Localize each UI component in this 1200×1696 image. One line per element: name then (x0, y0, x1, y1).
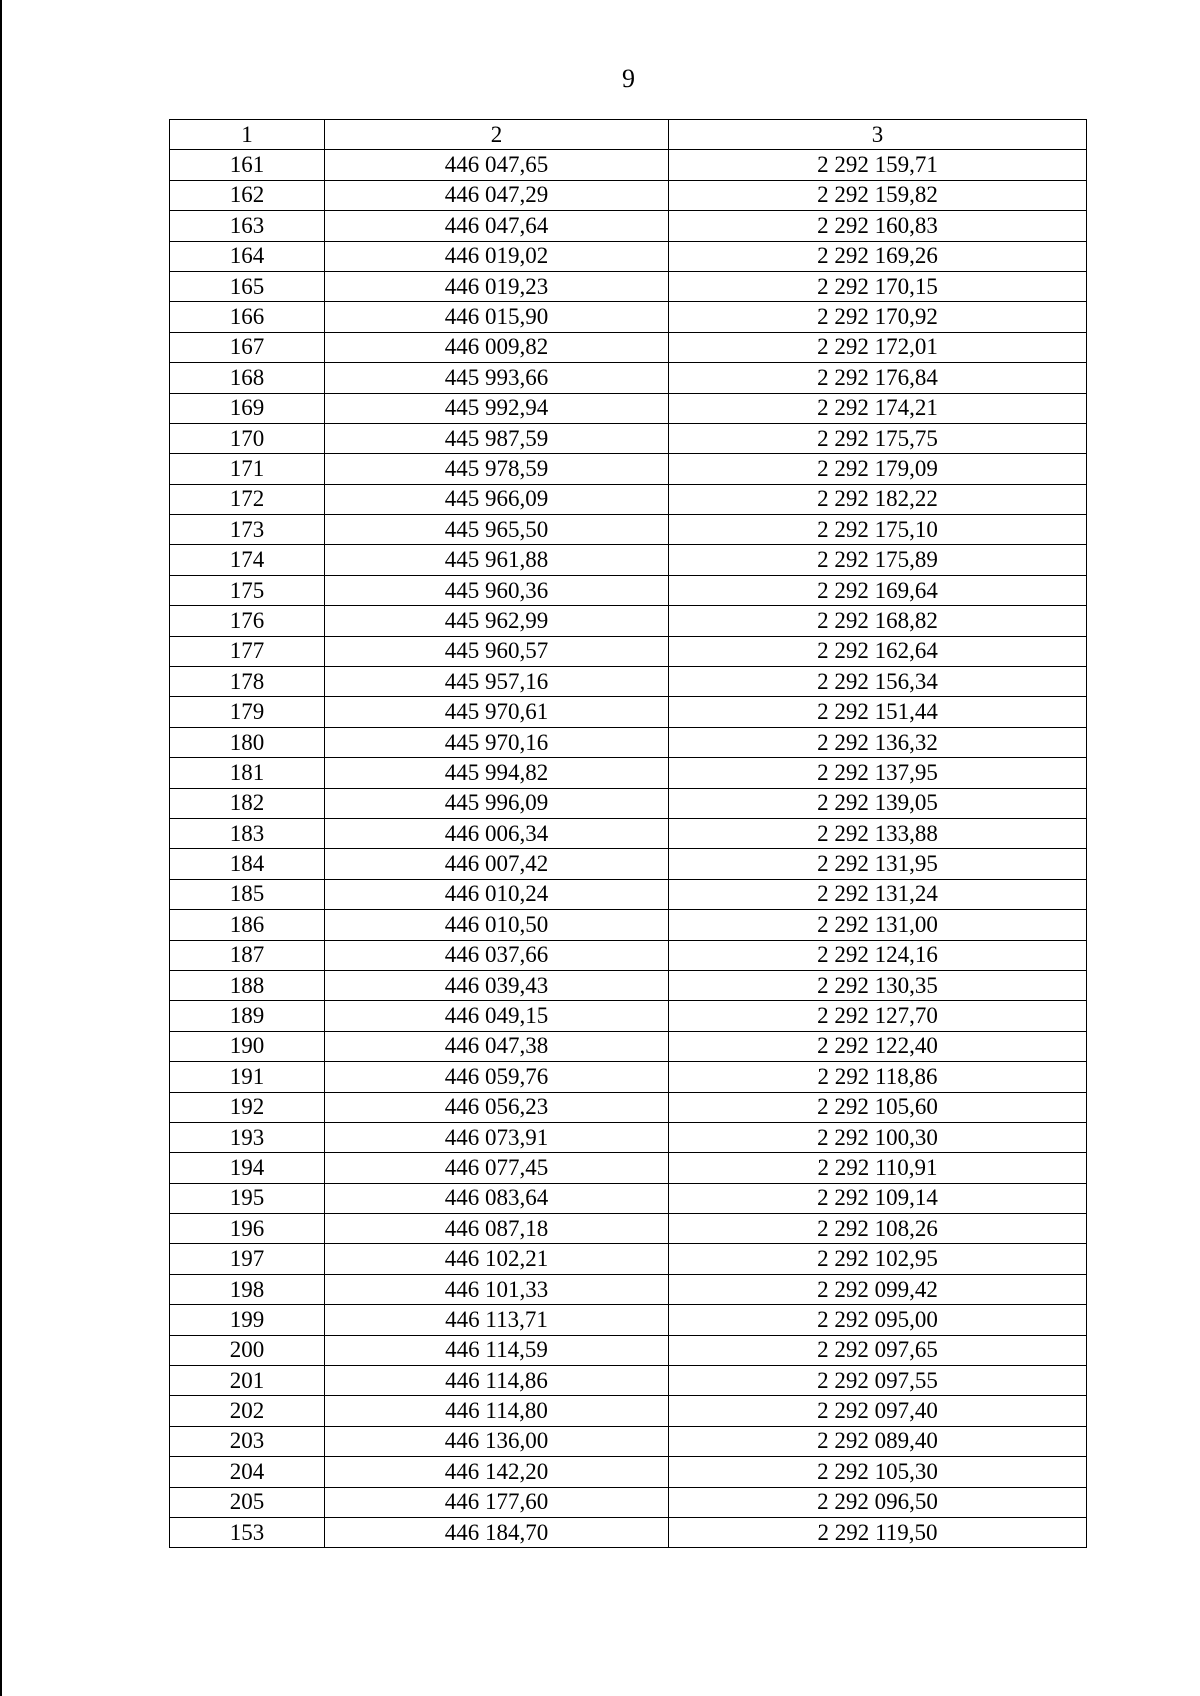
table-row (170, 545, 1087, 575)
point-number-cell: 184 (170, 849, 325, 879)
point-number-cell: 161 (170, 150, 325, 180)
column-header-3: 3 (669, 120, 1087, 150)
x-coordinate-cell: 446 077,45 (325, 1153, 669, 1183)
x-coordinate-cell: 446 047,29 (325, 180, 669, 210)
table-row (170, 1396, 1087, 1426)
table-row (170, 484, 1087, 514)
table-row (170, 423, 1087, 453)
x-coordinate-cell: 446 047,65 (325, 150, 669, 180)
point-number-cell: 175 (170, 575, 325, 605)
point-number-cell: 194 (170, 1153, 325, 1183)
point-number-cell: 200 (170, 1335, 325, 1365)
table-row (170, 1031, 1087, 1061)
point-number-cell: 190 (170, 1031, 325, 1061)
y-coordinate-cell: 2 292 169,26 (669, 241, 1087, 271)
x-coordinate-cell: 445 994,82 (325, 758, 669, 788)
table-row (170, 910, 1087, 940)
y-coordinate-cell: 2 292 109,14 (669, 1183, 1087, 1213)
point-number-cell: 191 (170, 1062, 325, 1092)
point-number-cell: 172 (170, 484, 325, 514)
table-row (170, 575, 1087, 605)
x-coordinate-cell: 446 007,42 (325, 849, 669, 879)
point-number-cell: 205 (170, 1487, 325, 1517)
page-left-edge (0, 0, 2, 1696)
x-coordinate-cell: 445 961,88 (325, 545, 669, 575)
point-number-cell: 193 (170, 1122, 325, 1152)
y-coordinate-cell: 2 292 133,88 (669, 818, 1087, 848)
table-row (170, 1426, 1087, 1456)
table-row (170, 302, 1087, 332)
point-number-cell: 199 (170, 1305, 325, 1335)
x-coordinate-cell: 445 996,09 (325, 788, 669, 818)
table-row (170, 1153, 1087, 1183)
table-row (170, 788, 1087, 818)
table-row (170, 1517, 1087, 1547)
x-coordinate-cell: 446 184,70 (325, 1517, 669, 1547)
table-row (170, 241, 1087, 271)
table-row (170, 1001, 1087, 1031)
x-coordinate-cell: 446 136,00 (325, 1426, 669, 1456)
point-number-cell: 180 (170, 727, 325, 757)
point-number-cell: 174 (170, 545, 325, 575)
table-row (170, 727, 1087, 757)
point-number-cell: 201 (170, 1366, 325, 1396)
x-coordinate-cell: 445 960,36 (325, 575, 669, 605)
table-row (170, 1274, 1087, 1304)
point-number-cell: 181 (170, 758, 325, 788)
y-coordinate-cell: 2 292 119,50 (669, 1517, 1087, 1547)
x-coordinate-cell: 445 957,16 (325, 667, 669, 697)
y-coordinate-cell: 2 292 160,83 (669, 211, 1087, 241)
table-row (170, 150, 1087, 180)
table-row (170, 271, 1087, 301)
point-number-cell: 167 (170, 332, 325, 362)
y-coordinate-cell: 2 292 156,34 (669, 667, 1087, 697)
y-coordinate-cell: 2 292 169,64 (669, 575, 1087, 605)
point-number-cell: 182 (170, 788, 325, 818)
x-coordinate-cell: 445 978,59 (325, 454, 669, 484)
point-number-cell: 179 (170, 697, 325, 727)
page-number: 9 (622, 64, 635, 93)
table-row (170, 1487, 1087, 1517)
table-row (170, 1183, 1087, 1213)
y-coordinate-cell: 2 292 176,84 (669, 363, 1087, 393)
y-coordinate-cell: 2 292 136,32 (669, 727, 1087, 757)
point-number-cell: 170 (170, 423, 325, 453)
point-number-cell: 195 (170, 1183, 325, 1213)
x-coordinate-cell: 446 059,76 (325, 1062, 669, 1092)
point-number-cell: 176 (170, 606, 325, 636)
y-coordinate-cell: 2 292 110,91 (669, 1153, 1087, 1183)
y-coordinate-cell: 2 292 170,15 (669, 271, 1087, 301)
point-number-cell: 203 (170, 1426, 325, 1456)
x-coordinate-cell: 445 960,57 (325, 636, 669, 666)
y-coordinate-cell: 2 292 097,65 (669, 1335, 1087, 1365)
y-coordinate-cell: 2 292 097,40 (669, 1396, 1087, 1426)
table-row (170, 667, 1087, 697)
x-coordinate-cell: 445 970,16 (325, 727, 669, 757)
point-number-cell: 165 (170, 271, 325, 301)
x-coordinate-cell: 446 019,02 (325, 241, 669, 271)
x-coordinate-cell: 445 987,59 (325, 423, 669, 453)
y-coordinate-cell: 2 292 108,26 (669, 1214, 1087, 1244)
y-coordinate-cell: 2 292 105,30 (669, 1457, 1087, 1487)
table-header-row (170, 120, 1087, 150)
column-header-1: 1 (170, 120, 325, 150)
point-number-cell: 198 (170, 1274, 325, 1304)
x-coordinate-cell: 445 993,66 (325, 363, 669, 393)
y-coordinate-cell: 2 292 122,40 (669, 1031, 1087, 1061)
y-coordinate-cell: 2 292 095,00 (669, 1305, 1087, 1335)
y-coordinate-cell: 2 292 100,30 (669, 1122, 1087, 1152)
x-coordinate-cell: 446 009,82 (325, 332, 669, 362)
x-coordinate-cell: 446 015,90 (325, 302, 669, 332)
x-coordinate-cell: 446 114,86 (325, 1366, 669, 1396)
point-number-cell: 162 (170, 180, 325, 210)
table-row (170, 393, 1087, 423)
x-coordinate-cell: 446 037,66 (325, 940, 669, 970)
point-number-cell: 202 (170, 1396, 325, 1426)
table-row (170, 1214, 1087, 1244)
point-number-cell: 185 (170, 879, 325, 909)
y-coordinate-cell: 2 292 172,01 (669, 332, 1087, 362)
y-coordinate-cell: 2 292 105,60 (669, 1092, 1087, 1122)
point-number-cell: 183 (170, 818, 325, 848)
y-coordinate-cell: 2 292 137,95 (669, 758, 1087, 788)
y-coordinate-cell: 2 292 124,16 (669, 940, 1087, 970)
y-coordinate-cell: 2 292 179,09 (669, 454, 1087, 484)
y-coordinate-cell: 2 292 130,35 (669, 970, 1087, 1000)
x-coordinate-cell: 446 087,18 (325, 1214, 669, 1244)
y-coordinate-cell: 2 292 096,50 (669, 1487, 1087, 1517)
table-row (170, 363, 1087, 393)
point-number-cell: 177 (170, 636, 325, 666)
table-row (170, 454, 1087, 484)
x-coordinate-cell: 446 083,64 (325, 1183, 669, 1213)
y-coordinate-cell: 2 292 170,92 (669, 302, 1087, 332)
coordinates-table (169, 119, 1087, 1548)
x-coordinate-cell: 446 056,23 (325, 1092, 669, 1122)
x-coordinate-cell: 446 010,50 (325, 910, 669, 940)
point-number-cell: 164 (170, 241, 325, 271)
point-number-cell: 173 (170, 515, 325, 545)
point-number-cell: 166 (170, 302, 325, 332)
x-coordinate-cell: 445 992,94 (325, 393, 669, 423)
table-row (170, 1062, 1087, 1092)
x-coordinate-cell: 446 177,60 (325, 1487, 669, 1517)
point-number-cell: 189 (170, 1001, 325, 1031)
y-coordinate-cell: 2 292 102,95 (669, 1244, 1087, 1274)
x-coordinate-cell: 446 047,38 (325, 1031, 669, 1061)
point-number-cell: 192 (170, 1092, 325, 1122)
table-row (170, 211, 1087, 241)
y-coordinate-cell: 2 292 131,95 (669, 849, 1087, 879)
table-row (170, 1092, 1087, 1122)
y-coordinate-cell: 2 292 162,64 (669, 636, 1087, 666)
table-row (170, 758, 1087, 788)
x-coordinate-cell: 445 965,50 (325, 515, 669, 545)
x-coordinate-cell: 445 970,61 (325, 697, 669, 727)
point-number-cell: 168 (170, 363, 325, 393)
point-number-cell: 153 (170, 1517, 325, 1547)
x-coordinate-cell: 446 142,20 (325, 1457, 669, 1487)
x-coordinate-cell: 446 073,91 (325, 1122, 669, 1152)
table-row (170, 180, 1087, 210)
x-coordinate-cell: 446 114,59 (325, 1335, 669, 1365)
y-coordinate-cell: 2 292 131,00 (669, 910, 1087, 940)
column-header-2: 2 (325, 120, 669, 150)
x-coordinate-cell: 446 010,24 (325, 879, 669, 909)
point-number-cell: 187 (170, 940, 325, 970)
table-row (170, 849, 1087, 879)
x-coordinate-cell: 446 049,15 (325, 1001, 669, 1031)
table-row (170, 606, 1087, 636)
y-coordinate-cell: 2 292 097,55 (669, 1366, 1087, 1396)
x-coordinate-cell: 446 006,34 (325, 818, 669, 848)
x-coordinate-cell: 446 102,21 (325, 1244, 669, 1274)
x-coordinate-cell: 446 113,71 (325, 1305, 669, 1335)
x-coordinate-cell: 446 039,43 (325, 970, 669, 1000)
table-row (170, 940, 1087, 970)
table-row (170, 818, 1087, 848)
x-coordinate-cell: 446 101,33 (325, 1274, 669, 1304)
y-coordinate-cell: 2 292 182,22 (669, 484, 1087, 514)
y-coordinate-cell: 2 292 168,82 (669, 606, 1087, 636)
x-coordinate-cell: 446 114,80 (325, 1396, 669, 1426)
table-row (170, 1457, 1087, 1487)
point-number-cell: 196 (170, 1214, 325, 1244)
y-coordinate-cell: 2 292 089,40 (669, 1426, 1087, 1456)
coordinates-table-body (170, 120, 1087, 1548)
point-number-cell: 197 (170, 1244, 325, 1274)
y-coordinate-cell: 2 292 127,70 (669, 1001, 1087, 1031)
point-number-cell: 178 (170, 667, 325, 697)
table-row (170, 1122, 1087, 1152)
table-row (170, 1305, 1087, 1335)
y-coordinate-cell: 2 292 174,21 (669, 393, 1087, 423)
table-row (170, 1335, 1087, 1365)
point-number-cell: 186 (170, 910, 325, 940)
table-row (170, 879, 1087, 909)
table-row (170, 1244, 1087, 1274)
y-coordinate-cell: 2 292 175,89 (669, 545, 1087, 575)
point-number-cell: 169 (170, 393, 325, 423)
y-coordinate-cell: 2 292 159,82 (669, 180, 1087, 210)
table-row (170, 1366, 1087, 1396)
y-coordinate-cell: 2 292 159,71 (669, 150, 1087, 180)
table-row (170, 515, 1087, 545)
table-row (170, 970, 1087, 1000)
point-number-cell: 171 (170, 454, 325, 484)
y-coordinate-cell: 2 292 151,44 (669, 697, 1087, 727)
x-coordinate-cell: 446 047,64 (325, 211, 669, 241)
y-coordinate-cell: 2 292 131,24 (669, 879, 1087, 909)
y-coordinate-cell: 2 292 099,42 (669, 1274, 1087, 1304)
x-coordinate-cell: 445 966,09 (325, 484, 669, 514)
y-coordinate-cell: 2 292 118,86 (669, 1062, 1087, 1092)
x-coordinate-cell: 446 019,23 (325, 271, 669, 301)
y-coordinate-cell: 2 292 175,75 (669, 423, 1087, 453)
y-coordinate-cell: 2 292 175,10 (669, 515, 1087, 545)
point-number-cell: 163 (170, 211, 325, 241)
table-row (170, 697, 1087, 727)
table-row (170, 636, 1087, 666)
point-number-cell: 204 (170, 1457, 325, 1487)
table-row (170, 332, 1087, 362)
x-coordinate-cell: 445 962,99 (325, 606, 669, 636)
y-coordinate-cell: 2 292 139,05 (669, 788, 1087, 818)
point-number-cell: 188 (170, 970, 325, 1000)
